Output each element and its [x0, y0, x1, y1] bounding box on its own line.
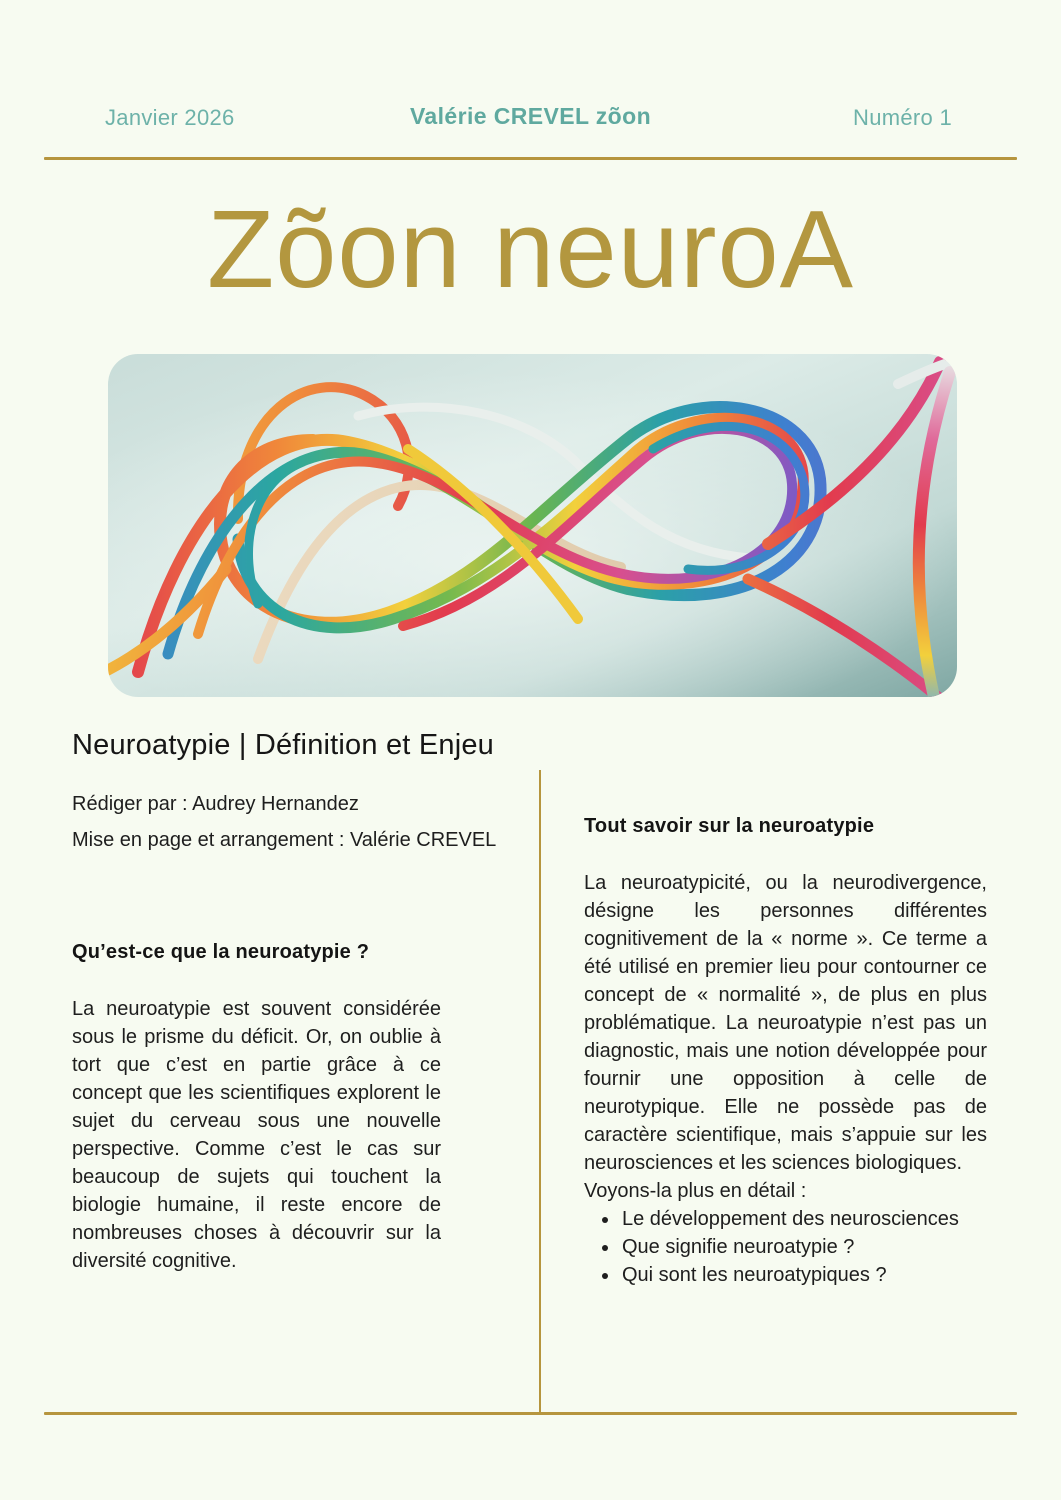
right-column-body: La neuroatypicité, ou la neurodivergence, désigne les personnes différentes cognitivement de la « norme ». Ce terme a été utilisé en premier lieu pour contourner ce concept de « normalité », de plus en plus problématique. La neuroatypie n’est pas un diagnostic, mais une notion développée pour fournir une opposition à celle de neurotypique. Elle ne possède pas de caractère scientifique, mais s’appuie sur les neurosciences et les sciences biologiques. — [584, 872, 987, 1174]
header-brand: Valérie CREVEL zõon — [409, 103, 652, 129]
right-column-heading: Tout savoir sur la neuroatypie — [584, 815, 875, 837]
article-title: Neuroatypie | Définition et Enjeu — [72, 729, 494, 761]
byline-author: Rédiger par : Audrey Hernandez — [72, 793, 359, 815]
bullet-item: • Le développement des neurosciences — [620, 1205, 987, 1233]
bullet-list — [584, 1205, 987, 1289]
right-column — [584, 812, 987, 1289]
list-intro: Voyons-la plus en détail : — [584, 1180, 807, 1202]
byline-layout: Mise en page et arrangement : Valérie CREVEL — [72, 829, 497, 851]
hero-image — [108, 354, 957, 697]
bottom-rule-divider — [44, 1412, 1017, 1415]
top-rule-divider — [44, 157, 1017, 160]
left-column-heading: Qu’est-ce que la neuroatypie ? — [72, 941, 370, 963]
masthead-title: Zõon neuroA — [207, 188, 854, 311]
header-date: Janvier 2026 — [105, 105, 235, 130]
left-column-body: La neuroatypie est souvent considérée sous le prisme du déficit. Or, on oublie à tort que c’est en partie grâce à ce concept que les scientifiques explorent le sujet du cerveau sous une nouvelle perspective. Comme c’est le cas sur beaucoup de sujets qui touchent la biologie humaine, il reste encore de nombreuses choses à découvrir sur la diversité cognitive. — [72, 998, 441, 1272]
column-divider — [539, 770, 541, 1413]
bullet-item: • Qui sont les neuroatypiques ? — [620, 1261, 987, 1289]
bullet-item: • Que signifie neuroatypie ? — [620, 1233, 987, 1261]
header-issue-number: Numéro 1 — [853, 105, 952, 130]
left-column — [72, 938, 441, 1275]
